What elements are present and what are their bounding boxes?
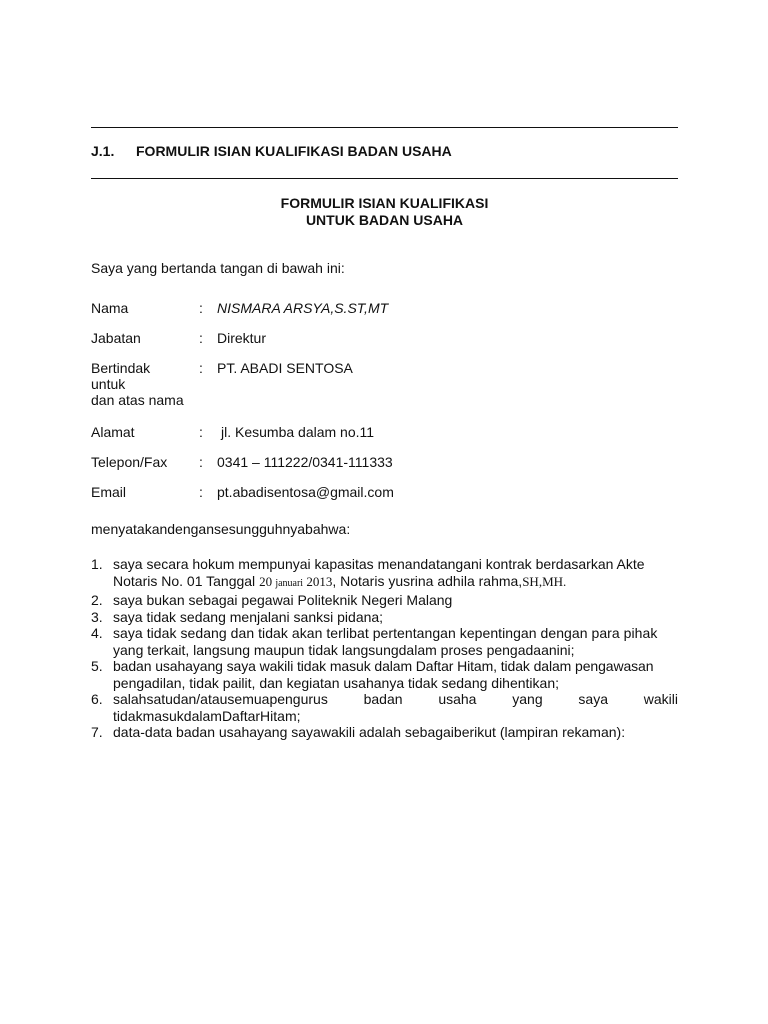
word: saya [578,691,608,707]
list-number: 4. [91,625,103,641]
section-heading [91,143,452,159]
top-divider [91,127,678,128]
word: yang [512,691,543,707]
field-value-telepon: 0341 – 111222/0341-111333 [217,454,393,470]
field-colon: : [199,330,203,346]
form-title [91,195,678,229]
list-item-line: badan usahayang saya wakili tidak masuk dalam Daftar Hitam, tidak dalam pengawasan [113,658,654,674]
field-value-nama: NISMARA ARSYA,S.ST,MT [217,300,389,316]
field-colon: : [199,484,203,500]
field-label: Nama [91,300,129,316]
field-value-email: pt.abadisentosa@gmail.com [217,484,394,500]
list-item [91,625,678,658]
akte-month: januari [275,577,304,589]
list-number: 3. [91,608,103,625]
bottom-divider [91,178,678,179]
word: salahsatudan/atausemuapengurus [113,691,328,707]
word: wakili [643,691,678,707]
list-number: 1. [91,556,103,572]
statement-text: menyatakandengansesungguhnyabahwa: [91,521,351,537]
field-value-jabatan: Direktur [217,330,267,346]
list-item [91,658,678,691]
field-label-line2: untuk [91,376,126,392]
field-label: Telepon/Fax [91,454,168,470]
list-item-line: saya secara hokum mempunyai kapasitas menandatangani kontrak berdasarkan Akte [113,556,645,572]
list-item-text: data-data badan usahayang sayawakili adalah sebagaiberikut (lampiran rekaman): [113,724,626,740]
akte-day: 20 [259,573,276,589]
section-title: FORMULIR ISIAN KUALIFIKASI BADAN USAHA [136,143,452,159]
form-title-line1: FORMULIR ISIAN KUALIFIKASI [280,195,489,211]
list-item-text: saya bukan sebagai pegawai Politeknik Negeri Malang [113,592,453,608]
list-item-line: tidakmasukdalamDaftarHitam; [113,707,301,724]
list-number: 2. [91,592,103,608]
akte-title: SH,MH. [522,573,567,589]
list-item-line: saya tidak sedang dan tidak akan terlibat pertentangan kepentingan dengan para pihak [113,625,658,641]
list-item-text: saya tidak sedang menjalani sanksi pidana; [113,608,384,625]
field-label-line1: Bertindak [91,360,151,376]
declaration-list [91,556,678,741]
list-item [91,592,678,609]
list-item-line: yang terkait, langsung maupun tidak langsungdalam proses pengadaanini; [113,641,575,658]
section-number: J.1. [91,143,115,159]
word: usaha [438,691,477,707]
list-item [91,609,678,626]
list-item [91,691,678,724]
akte-notaris: , Notaris yusrina adhila rahma, [332,572,523,589]
word: badan [363,691,403,707]
field-label-line3: dan atas nama [91,392,184,408]
list-number: 5. [91,658,103,674]
field-label [91,360,191,408]
field-colon: : [199,360,203,376]
field-colon: : [199,424,203,440]
list-item [91,556,678,592]
intro-text: Saya yang bertanda tangan di bawah ini: [91,260,345,276]
list-number: 7. [91,724,103,740]
field-label: Jabatan [91,330,141,346]
field-value-alamat: jl. Kesumba dalam no.11 [221,424,375,440]
field-label: Alamat [91,424,135,440]
field-colon: : [199,300,203,316]
field-label: Email [91,484,127,500]
list-item-line [113,691,678,708]
list-item-line: pengadilan, tidak pailit, dan kegiatan usahanya tidak sedang dihentikan; [113,674,559,691]
field-value-bertindak: PT. ABADI SENTOSA [217,360,353,376]
akte-year: 2013 [303,573,333,589]
field-colon: : [199,454,203,470]
form-title-line2: UNTUK BADAN USAHA [305,212,464,228]
akte-text: Notaris No. 01 Tanggal [113,572,260,589]
list-item [91,724,678,741]
list-number: 6. [91,691,103,707]
list-item-line [113,573,678,593]
